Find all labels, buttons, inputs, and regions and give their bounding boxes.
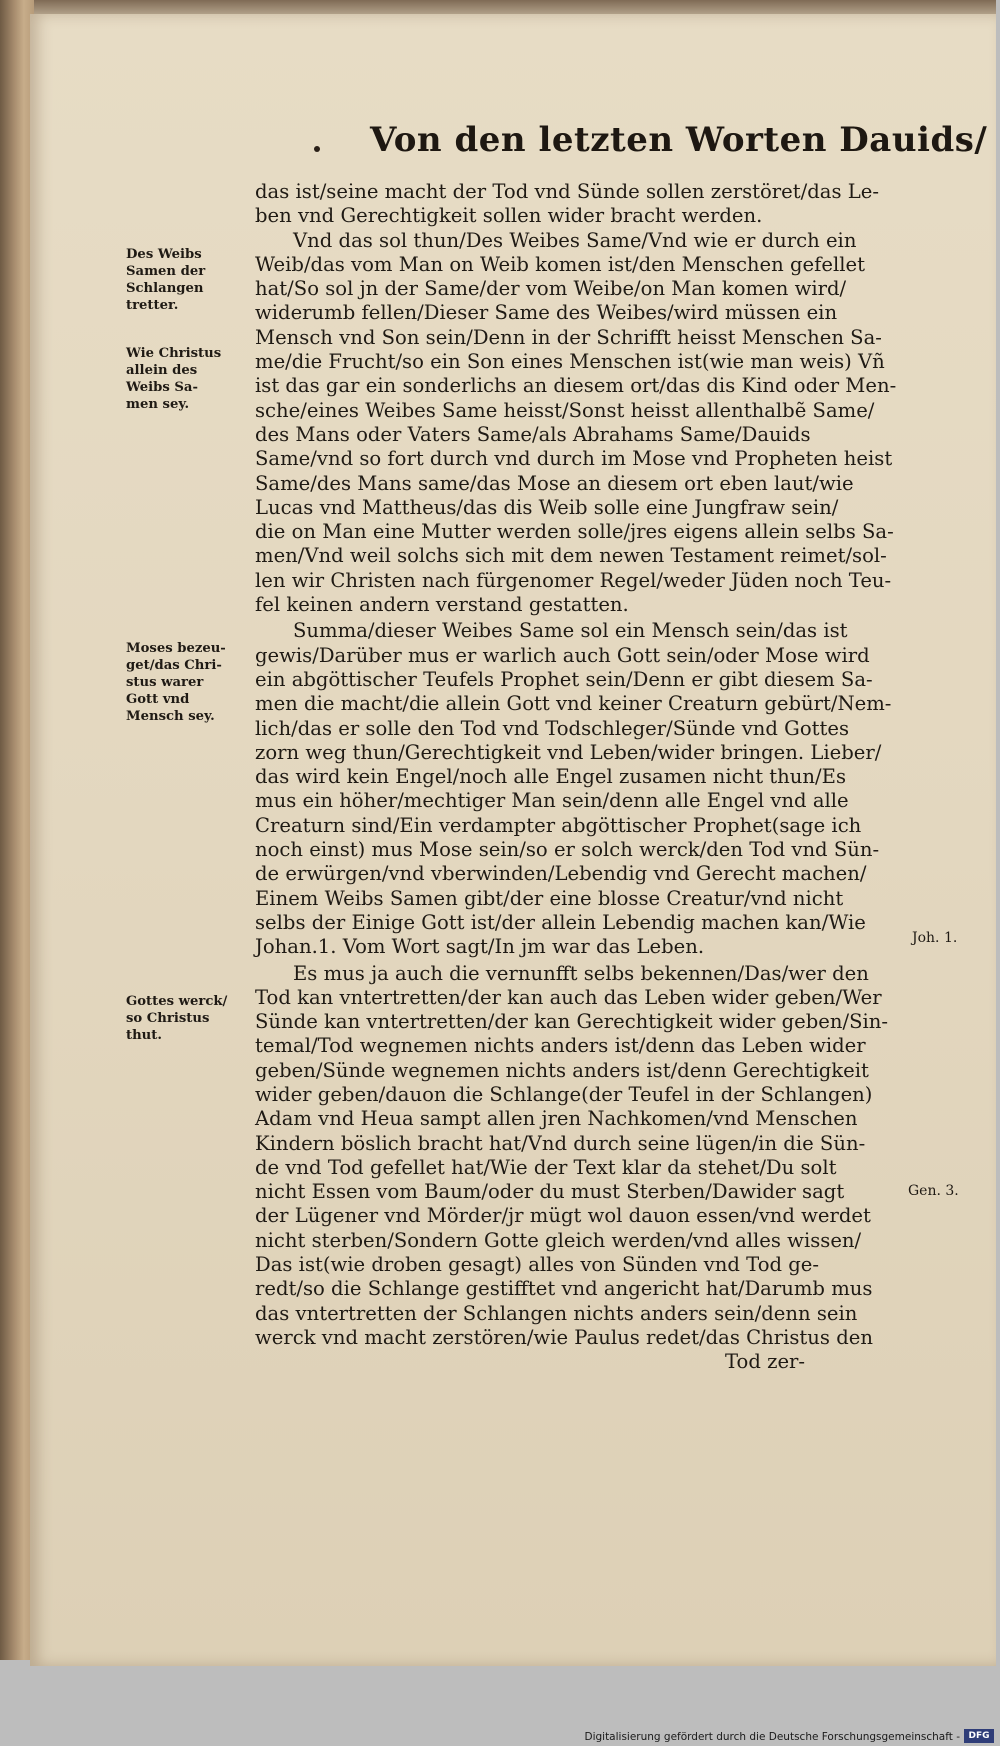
margin-note	[126, 345, 254, 413]
margin-note-line: Moses bezeu-	[126, 641, 226, 656]
text-line: selbs der Einige Gott ist/der allein Lebendig machen kan/Wie	[255, 910, 866, 934]
text-line: das ist/seine macht der Tod vnd Sünde sollen zerstöret/das Le-	[255, 180, 879, 203]
text-line: die on Man eine Mutter werden solle/jres eigens allein selbs Sa-	[255, 520, 894, 544]
text-line: men die macht/die allein Gott vnd keiner Creaturn gebürt/Nem-	[255, 692, 892, 716]
text-line: men/Vnd weil solchs sich mit dem newen Testament reimet/sol-	[255, 544, 887, 568]
paragraph	[255, 180, 910, 229]
text-line: redt/so die Schlange gestifftet vnd angericht hat/Darumb mus	[255, 1277, 873, 1301]
text-line: Creaturn sind/Ein verdampter abgöttischer Prophet(sage ich	[255, 813, 862, 837]
text-line: Adam vnd Heua sampt allen jren Nachkomen/vnd Menschen	[255, 1107, 858, 1131]
margin-note-line: tretter.	[126, 298, 179, 313]
text-line: Tod kan vntertretten/der kan auch das Leben wider geben/Wer	[255, 985, 882, 1009]
text-line: mus ein höher/mechtiger Man sein/denn alle Engel vnd alle	[255, 789, 849, 813]
text-line: das wird kein Engel/noch alle Engel zusamen nicht thun/Es	[255, 765, 846, 789]
margin-note-line: so Christus	[126, 1011, 210, 1026]
right-margin-reference: Gen. 3.	[908, 1183, 959, 1199]
paragraph	[255, 619, 910, 959]
text-line: zorn weg thun/Gerechtigkeit vnd Leben/wider bringen. Lieber/	[255, 740, 882, 764]
margin-note-line: Gottes werck/	[126, 994, 228, 1009]
text-line: fel keinen andern verstand gestatten.	[255, 593, 629, 617]
margin-note-line: Des Weibs	[126, 247, 202, 262]
right-margin-reference: Joh. 1.	[912, 930, 958, 946]
text-line: Es mus ja auch die vernunfft selbs bekennen/Das/wer den	[293, 961, 869, 985]
text-line: sche/eines Weibes Same heisst/Sonst heisst allenthalbẽ Same/	[255, 398, 875, 422]
margin-note-line: stus warer	[126, 675, 204, 690]
text-line: Weib/das vom Man on Weib komen ist/den Menschen gefellet	[255, 252, 865, 276]
paragraph	[255, 962, 910, 1375]
margin-note-line: Gott vnd	[126, 692, 190, 707]
book-edge	[0, 0, 34, 1660]
margin-note-line: Wie Christus	[126, 346, 222, 361]
text-line: me/die Frucht/so ein Son eines Menschen ist(wie man weis) Vñ	[255, 350, 885, 374]
text-line: wider geben/dauon die Schlange(der Teufel in der Schlangen)	[255, 1082, 873, 1106]
text-line: Sünde kan vntertretten/der kan Gerechtigkeit wider geben/Sin-	[255, 1010, 889, 1034]
text-line: ein abgöttischer Teufels Prophet sein/Denn er gibt diesem Sa-	[255, 667, 873, 691]
catchword: Tod zer-	[725, 1350, 806, 1374]
body-text	[255, 180, 910, 1375]
text-line: der Lügener vnd Mörder/jr mügt wol dauon essen/vnd werdet	[255, 1204, 871, 1228]
text-line: noch einst) mus Mose sein/so er solch werck/den Tod vnd Sün-	[255, 838, 880, 862]
text-line: geben/Sünde wegnemen nichts anders ist/denn Gerechtigkeit	[255, 1058, 869, 1082]
text-line: nicht sterben/Sondern Gotte gleich werden/vnd alles wissen/	[255, 1228, 862, 1252]
text-line: hat/So sol jn der Same/der vom Weibe/on Man komen wird/	[255, 277, 847, 301]
margin-note-line: get/das Chri-	[126, 658, 222, 673]
text-line: len wir Christen nach fürgenomer Regel/weder Jüden noch Teu-	[255, 568, 892, 592]
text-line: de vnd Tod gefellet hat/Wie der Text klar da stehet/Du solt	[255, 1155, 837, 1179]
margin-note-line: Samen der	[126, 264, 206, 279]
text-line: Einem Weibs Samen gibt/der eine blosse Creatur/vnd nicht	[255, 886, 844, 910]
text-line: Same/des Mans same/das Mose an diesem ort eben laut/wie	[255, 471, 854, 495]
margin-note-line: Schlangen	[126, 281, 204, 296]
text-line: gewis/Darüber mus er warlich auch Gott sein/oder Mose wird	[255, 643, 870, 667]
text-line: de erwürgen/vnd vberwinden/Lebendig vnd Gerecht machen/	[255, 862, 867, 886]
text-line: Summa/dieser Weibes Same sol ein Mensch sein/das ist	[293, 619, 848, 643]
text-line: Same/vnd so fort durch vnd durch im Mose vnd Propheten heist	[255, 447, 893, 471]
text-line: Lucas vnd Mattheus/das dis Weib solle eine Jungfraw sein/	[255, 495, 839, 519]
text-line: Vnd das sol thun/Des Weibes Same/Vnd wie er durch ein	[293, 228, 857, 252]
margin-note	[126, 640, 254, 725]
text-line: werck vnd macht zerstören/wie Paulus redet/das Christus den	[255, 1325, 873, 1349]
margin-note	[126, 246, 254, 314]
margin-note-line: allein des	[126, 363, 198, 378]
text-line: das vntertretten der Schlangen nichts anders sein/denn sein	[255, 1301, 858, 1325]
text-line: Kindern böslich bracht hat/Vnd durch seine lügen/in die Sün-	[255, 1131, 866, 1155]
margin-note-line: Mensch sey.	[126, 709, 215, 724]
text-line: des Mans oder Vaters Same/als Abrahams Same/Dauids	[255, 422, 811, 446]
text-line: widerumb fellen/Dieser Same des Weibes/wird müssen ein	[255, 301, 838, 325]
text-line: nicht Essen vom Baum/oder du must Sterben/Dawider sagt	[255, 1180, 845, 1204]
dfg-logo: DFG	[964, 1729, 994, 1743]
running-header: Von den letzten Worten Dauids/	[370, 120, 988, 160]
text-line: Johan.1. Vom Wort sagt/In jm war das Leben.	[255, 935, 705, 959]
footer-credit: Digitalisierung gefördert durch die Deutsche Forschungsgemeinschaft -	[584, 1731, 960, 1743]
margin-note-line: Weibs Sa-	[126, 380, 198, 395]
margin-note	[126, 993, 254, 1044]
text-line: temal/Tod wegnemen nichts anders ist/denn das Leben wider	[255, 1034, 866, 1058]
paragraph	[255, 229, 910, 618]
header-dot	[314, 146, 320, 152]
text-line: Das ist(wie droben gesagt) alles von Sünden vnd Tod ge-	[255, 1253, 820, 1277]
text-line: Mensch vnd Son sein/Denn in der Schrifft heisst Menschen Sa-	[255, 325, 882, 349]
text-line: ist das gar ein sonderlichs an diesem ort/das dis Kind oder Men-	[255, 374, 897, 398]
text-line: ben vnd Gerechtigkeit sollen wider bracht werden.	[255, 204, 763, 228]
text-line: lich/das er solle den Tod vnd Todschleger/Sünde vnd Gottes	[255, 716, 850, 740]
margin-note-line: thut.	[126, 1028, 162, 1043]
margin-note-line: men sey.	[126, 397, 190, 412]
